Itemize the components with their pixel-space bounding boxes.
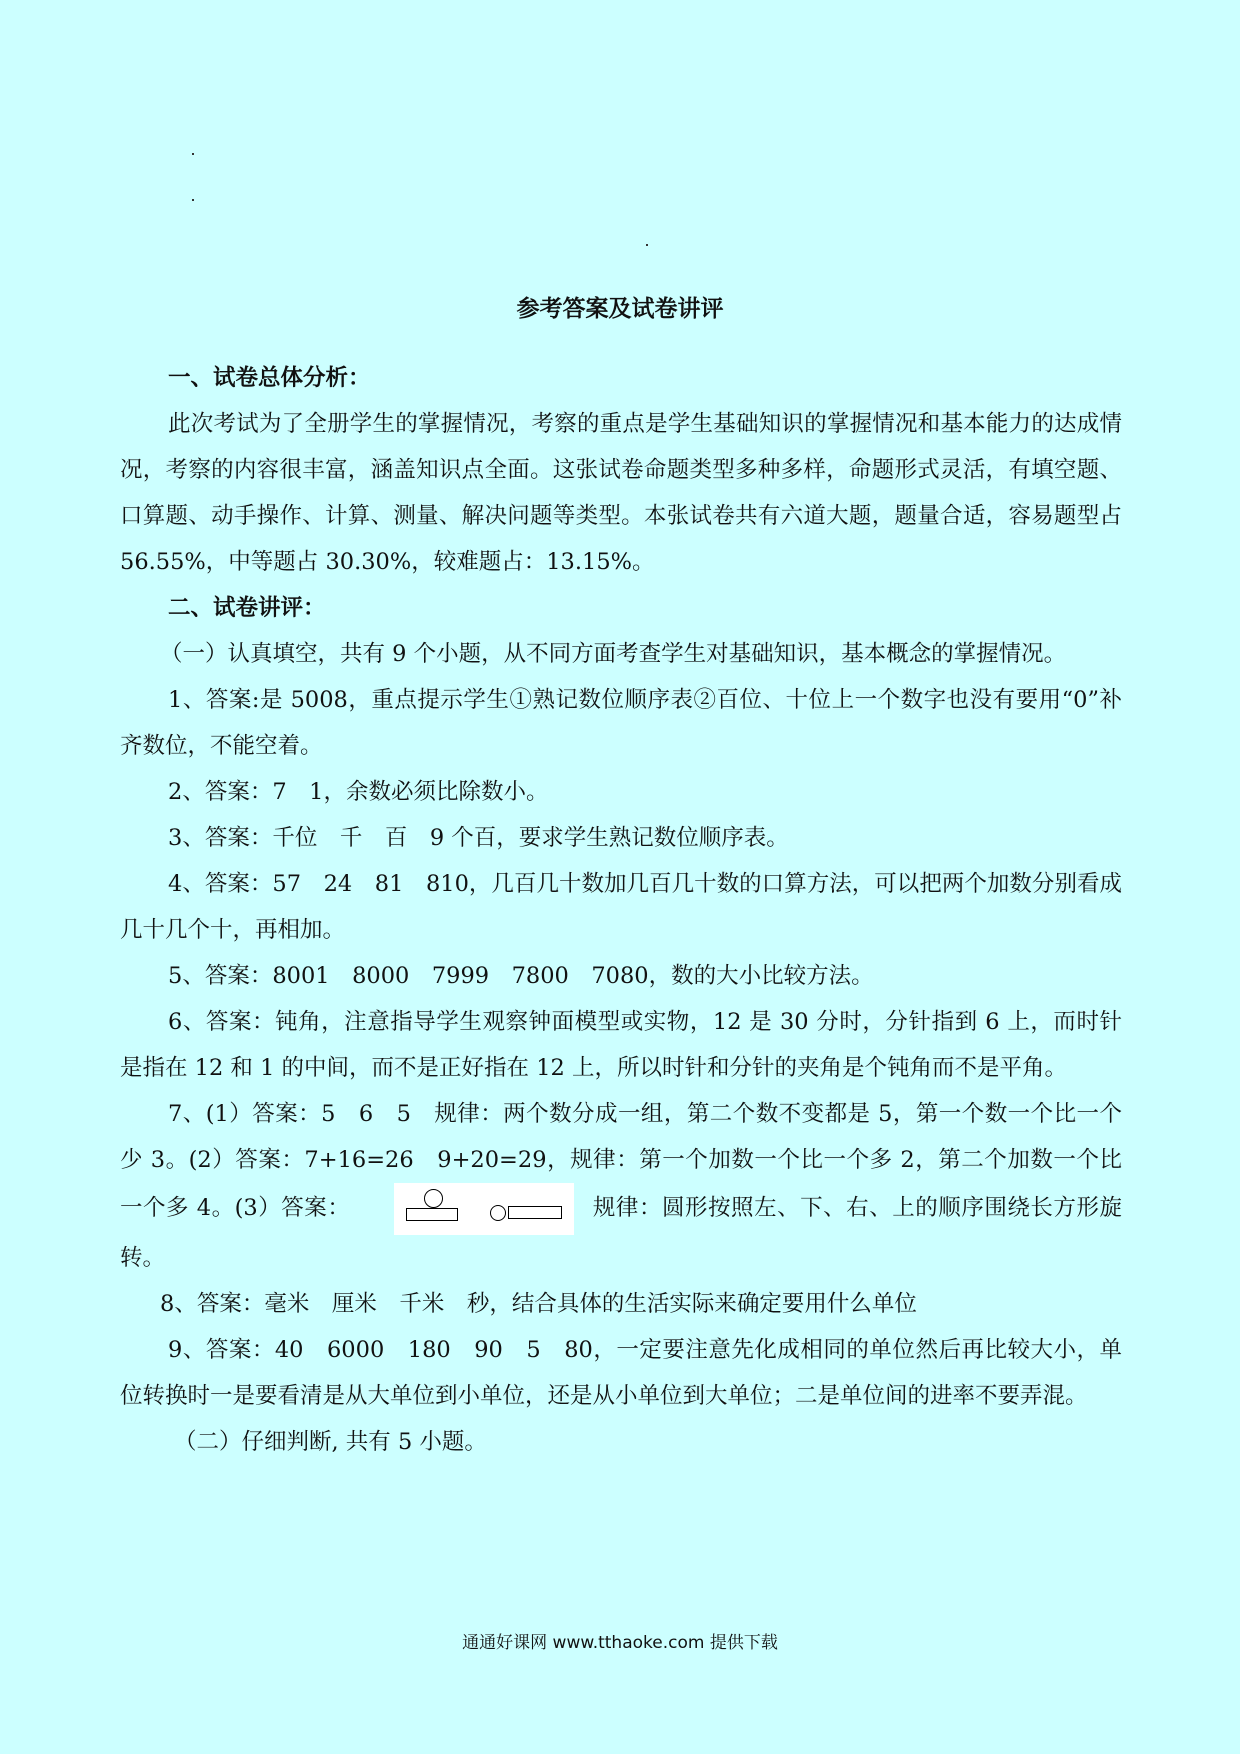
answer-9: 9、答案：40 6000 180 90 5 80，一定要注意先化成相同的单位然后再比较大小，单位转换时一是要看清是从大单位到小单位，还是从小单位到大单位；二是单位间的进率不要弄混。 bbox=[120, 1337, 1122, 1409]
answer-3: 3、答案：千位 千 百 9 个百，要求学生熟记数位顺序表。 bbox=[168, 825, 789, 851]
answer-7-rule: 规律：圆形按照左、下、右、上的顺序围绕长方形旋转。 bbox=[120, 1195, 1122, 1271]
scan-speck bbox=[646, 244, 648, 246]
answer-7-text: 7、(1）答案：5 6 5 规律：两个数分成一组，第二个数不变都是 5，第一个数一个比一个少 3。(2）答案：7+16=26 9+20=29，规律：第一个加数一个比一个多 2，第二个加数一个比一个多 4。(3）答案： bbox=[120, 1101, 1122, 1221]
section-heading-review: 二、试卷讲评： bbox=[168, 595, 326, 621]
answer-2: 2、答案：7 1，余数必须比除数小。 bbox=[168, 779, 549, 805]
answer-8: 8、答案：毫米 厘米 千米 秒，结合具体的生活实际来确定要用什么单位 bbox=[160, 1291, 917, 1317]
section-heading-analysis: 一、试卷总体分析： bbox=[168, 365, 371, 391]
page-title: 参考答案及试卷讲评 bbox=[516, 296, 724, 322]
answer-5: 5、答案：8001 8000 7999 7800 7080，数的大小比较方法。 bbox=[168, 963, 874, 989]
rectangle-shape bbox=[406, 1208, 458, 1221]
analysis-paragraph: 此次考试为了全册学生的掌握情况，考察的重点是学生基础知识的掌握情况和基本能力的达成情况，考察的内容很丰富，涵盖知识点全面。这张试卷命题类型多种多样，命题形式灵活，有填空题、口算题、动手操作、计算、测量、解决问题等类型。本张试卷共有六道大题，题量合适，容易题型占 56.55%，中等题占 30.30%，较难题占：13.15%。 bbox=[120, 411, 1122, 575]
part2-intro: （二）仔细判断, 共有 5 小题。 bbox=[174, 1429, 487, 1455]
circle-rectangle-figure bbox=[394, 1183, 574, 1235]
scan-speck bbox=[192, 199, 194, 201]
rectangle-shape bbox=[508, 1206, 562, 1219]
circle-shape bbox=[424, 1189, 443, 1208]
circle-shape bbox=[490, 1205, 506, 1221]
part1-intro: （一）认真填空，共有 9 个小题，从不同方面考查学生对基础知识，基本概念的掌握情况。 bbox=[160, 641, 1067, 667]
answer-6: 6、答案：钝角，注意指导学生观察钟面模型或实物，12 是 30 分时，分针指到 6 上，而时针是指在 12 和 1 的中间，而不是正好指在 12 上，所以时针和分针的夹角是个钝角而不是平角。 bbox=[120, 1009, 1122, 1081]
answer-1: 1、答案:是 5008，重点提示学生①熟记数位顺序表②百位、十位上一个数字也没有要用“0”补齐数位，不能空着。 bbox=[120, 687, 1122, 759]
scan-speck bbox=[192, 153, 194, 155]
footer-credit: 通通好课网 www.tthaoke.com 提供下载 bbox=[462, 1633, 778, 1653]
document-body bbox=[120, 355, 1122, 1465]
answer-4: 4、答案：57 24 81 810，几百几十数加几百几十数的口算方法，可以把两个加数分别看成几十几个十，再相加。 bbox=[120, 871, 1122, 943]
answer-7 bbox=[120, 1091, 1122, 1281]
